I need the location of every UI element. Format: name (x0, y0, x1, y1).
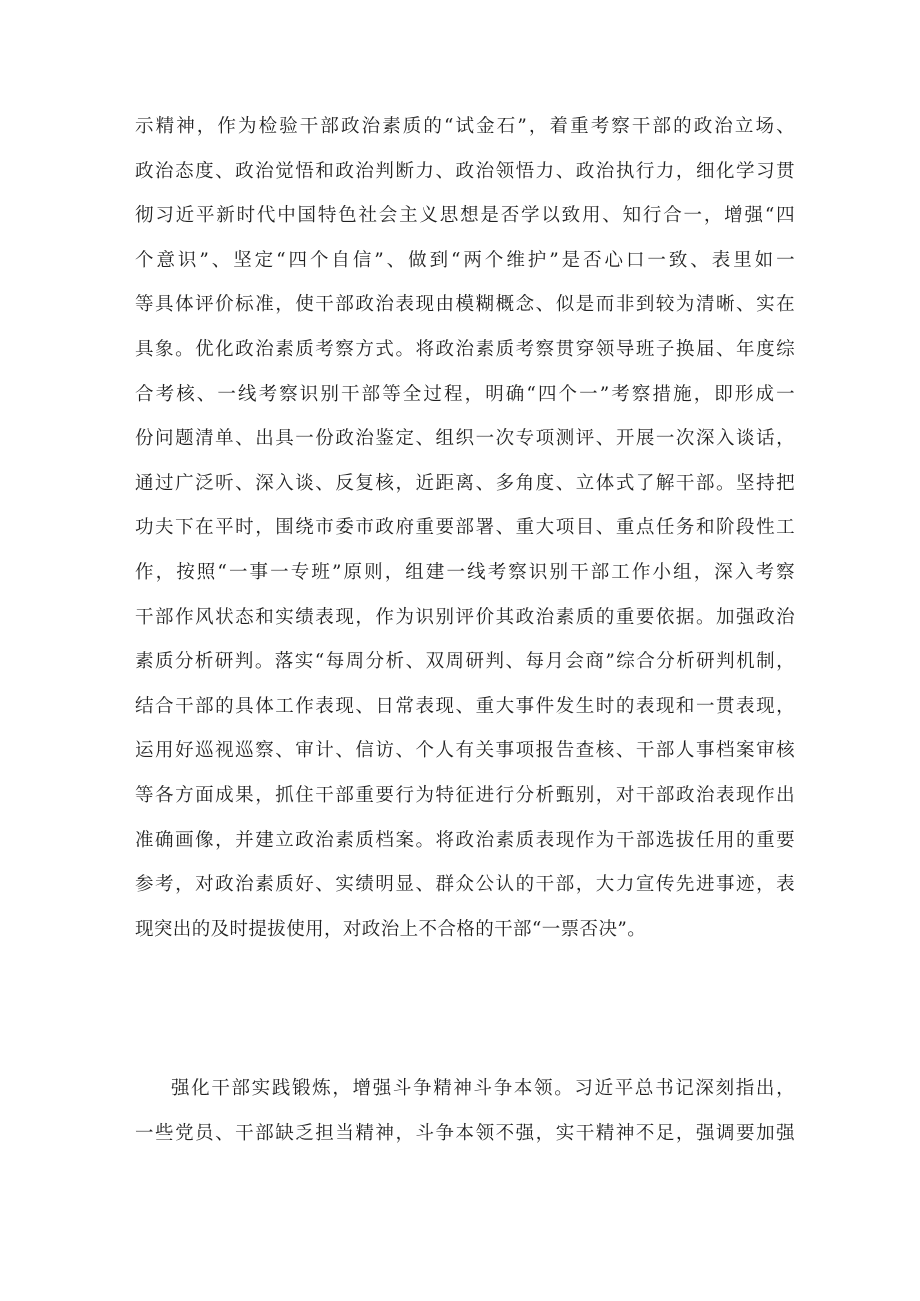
text-line: 合考核、一线考察识别干部等全过程，明确“四个一”考察措施，即形成一 (135, 383, 795, 405)
text-line: 一些党员、干部缺乏担当精神，斗争本领不强，实干精神不足，强调要加强 (135, 1122, 795, 1144)
text-line: 通过广泛听、深入谈、反复核，近距离、多角度、立体式了解干部。坚持把 (135, 472, 795, 494)
text-line: 作，按照“一事一专班”原则，组建一线考察识别干部工作小组，深入考察 (135, 562, 795, 583)
text-line: 干部作风状态和实绩表现，作为识别评价其政治素质的重要依据。加强政治 (135, 606, 795, 628)
text-line: 功夫下在平时，围绕市委市政府重要部署、重大项目、重点任务和阶段性工 (135, 517, 795, 539)
text-line: 素质分析研判。落实“每周分析、双周研判、每月会商”综合分析研判机制， (135, 651, 795, 673)
text-line: 参考，对政治素质好、实绩明显、群众公认的干部，大力宣传先进事迹，表 (135, 874, 795, 896)
text-line: 示精神，作为检验干部政治素质的“试金石”，着重考察干部的政治立场、 (135, 116, 795, 137)
text-line: 具象。优化政治素质考察方式。将政治素质考察贯穿领导班子换届、年度综 (135, 339, 795, 360)
text-line: 个意识”、坚定“四个自信”、做到“两个维护”是否心口一致、表里如一 (135, 249, 795, 271)
text-line: 份问题清单、出具一份政治鉴定、组织一次专项测评、开展一次深入谈话， (135, 428, 795, 450)
text-line: 等具体评价标准，使干部政治表现由模糊概念、似是而非到较为清晰、实在 (135, 294, 795, 316)
text-line: 强化干部实践锻炼，增强斗争精神斗争本领。习近平总书记深刻指出， (171, 1078, 795, 1099)
text-line: 现突出的及时提拔使用，对政治上不合格的干部“一票否决”。 (135, 918, 647, 940)
text-line: 等各方面成果，抓住干部重要行为特征进行分析甄别，对干部政治表现作出 (135, 785, 795, 806)
text-line: 彻习近平新时代中国特色社会主义思想是否学以致用、知行合一，增强“四 (135, 205, 795, 227)
text-line: 运用好巡视巡察、审计、信访、个人有关事项报告查核、干部人事档案审核 (135, 740, 795, 762)
text-line: 结合干部的具体工作表现、日常表现、重大事件发生时的表现和一贯表现， (135, 695, 795, 717)
text-line: 准确画像，并建立政治素质档案。将政治素质表现作为干部选拔任用的重要 (135, 829, 795, 851)
text-line: 政治态度、政治觉悟和政治判断力、政治领悟力、政治执行力，细化学习贯 (135, 160, 795, 182)
